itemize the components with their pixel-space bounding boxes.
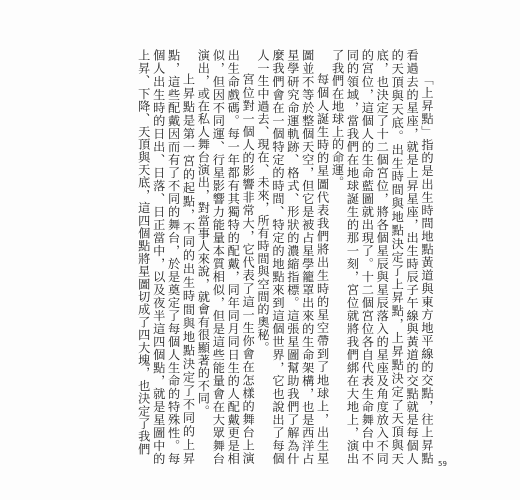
paragraph-4: 上昇點是第一宮的起點，不同的出生時間與地點決定了不同的上昇點，這些配戴因而有了不同的舞台，於是奠定了每個人生命的特殊性。每個人出生時的日出、日落、日正當中，以及夜半這四個點，就是星圖中的上昇、下降、天頂與天底，這四個點將星圖切成了四大塊，也決定了我們 [136, 49, 196, 465]
vertical-text-body [136, 49, 434, 465]
paragraph-1: 「上昇點」指的是出生時間地點黃道與東方地平線的交點，往上昇點看過去的星座，就是上昇星座，出生時辰子午線與黃道的交點就是每個人的天頂與天底。出生時間與地點決定了上昇點，上昇點決定了天頂與天底，也決定了十二個宮位，將各個星辰與星辰落入的星座及角度放入不同的宮位，這個人的生命藍圖就出現了。十二個宮位各自代表生命舞台中不同的領域，當我們在地球誕生的那一刻，宮位就將我們綁在大地上，演出了我們在地球上的命運。 [330, 49, 434, 465]
page-number: 59 [438, 460, 447, 468]
paragraph-3: 宮位對一個人的影響非常大，它代表了這一生你會在怎樣的舞台上演出生命戲碼。每一年都有其獨特的配戴，同年同月同日生的人配戴更是相似，但因不同運、行星影響力能量本質相似，但是這些能量會在大眾舞台演出，或在私人舞台演出，對當事人來說，就會有很顯著的不同。 [196, 49, 256, 465]
paragraph-2: 每個人誕生時的星圖代表我們將出生時的星空帶到了地球上，出生星圖並不等於整個天空，但它是被占星學籠罩出來的生命架構，也是西洋占星學研究命運軌跡、格式、形狀的濃縮指標。這張星圖幫助我們了解為什麼我們會在一個特定的時間、特定的地點來到這個世界，它也說出了每個人一生中過去、現在、未來，所有時間與空間的奧秘。 [256, 49, 330, 465]
